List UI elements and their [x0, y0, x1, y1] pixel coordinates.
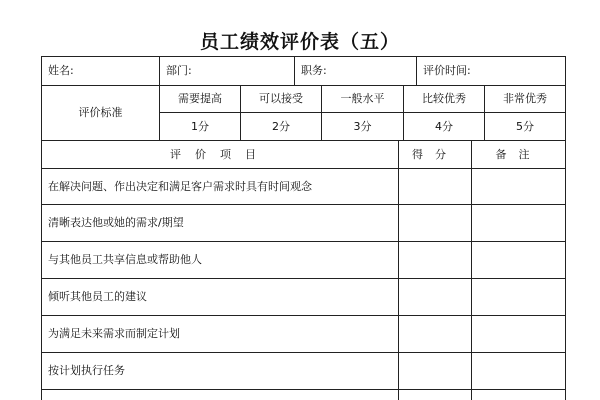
remark-cell[interactable]: [472, 316, 565, 352]
level-score: 3分: [353, 119, 372, 133]
score-column-header: [399, 141, 471, 168]
department-label: 部门:: [166, 64, 192, 77]
remark-cell[interactable]: [472, 242, 565, 278]
remark-cell[interactable]: [472, 169, 565, 204]
remark-cell[interactable]: [472, 205, 565, 241]
row-divider: [41, 389, 566, 390]
remark-column-header-text: 备注: [495, 147, 542, 161]
item-column-header-text: 评价项目: [170, 147, 270, 161]
evaluation-item: 倾听其他员工的建议: [48, 290, 147, 303]
evaluation-time-label: 评价时间:: [423, 64, 471, 77]
evaluation-item: 与其他员工共享信息或帮助他人: [48, 253, 202, 266]
name-label: 姓名:: [48, 64, 74, 77]
item-column-header: [42, 141, 398, 168]
score-column-header-text: 得分: [412, 147, 458, 161]
level-name: 可以接受: [259, 92, 303, 105]
position-label: 职务:: [301, 64, 327, 77]
evaluation-item: 按计划执行任务: [48, 364, 125, 377]
score-cell[interactable]: [399, 316, 471, 352]
evaluation-item: 在解决问题、作出决定和满足客户需求时具有时间观念: [48, 179, 312, 193]
level-score: 5分: [516, 119, 534, 133]
score-cell[interactable]: [399, 205, 471, 241]
level-score: 4分: [435, 119, 453, 133]
standard-label: 评价标准: [78, 106, 123, 119]
score-cell[interactable]: [399, 279, 471, 315]
evaluation-item: 清晰表达他或她的需求/期望: [48, 216, 184, 229]
remark-cell[interactable]: [472, 353, 565, 389]
remark-column-header: [472, 141, 565, 168]
table-border-right: [565, 56, 566, 400]
level-name: 需要提高: [178, 92, 222, 105]
level-name: 一般水平: [340, 92, 385, 105]
level-name: 比较优秀: [422, 92, 466, 105]
level-name: 非常优秀: [503, 92, 547, 105]
remark-cell[interactable]: [472, 279, 565, 315]
level-score: 1分: [191, 119, 209, 133]
score-cell[interactable]: [399, 353, 471, 389]
evaluation-item: 为满足未来需求而制定计划: [48, 327, 180, 340]
page-title: 员工绩效评价表（五）: [199, 31, 400, 53]
score-cell[interactable]: [399, 169, 471, 204]
score-cell[interactable]: [399, 242, 471, 278]
level-score: 2分: [272, 119, 290, 133]
